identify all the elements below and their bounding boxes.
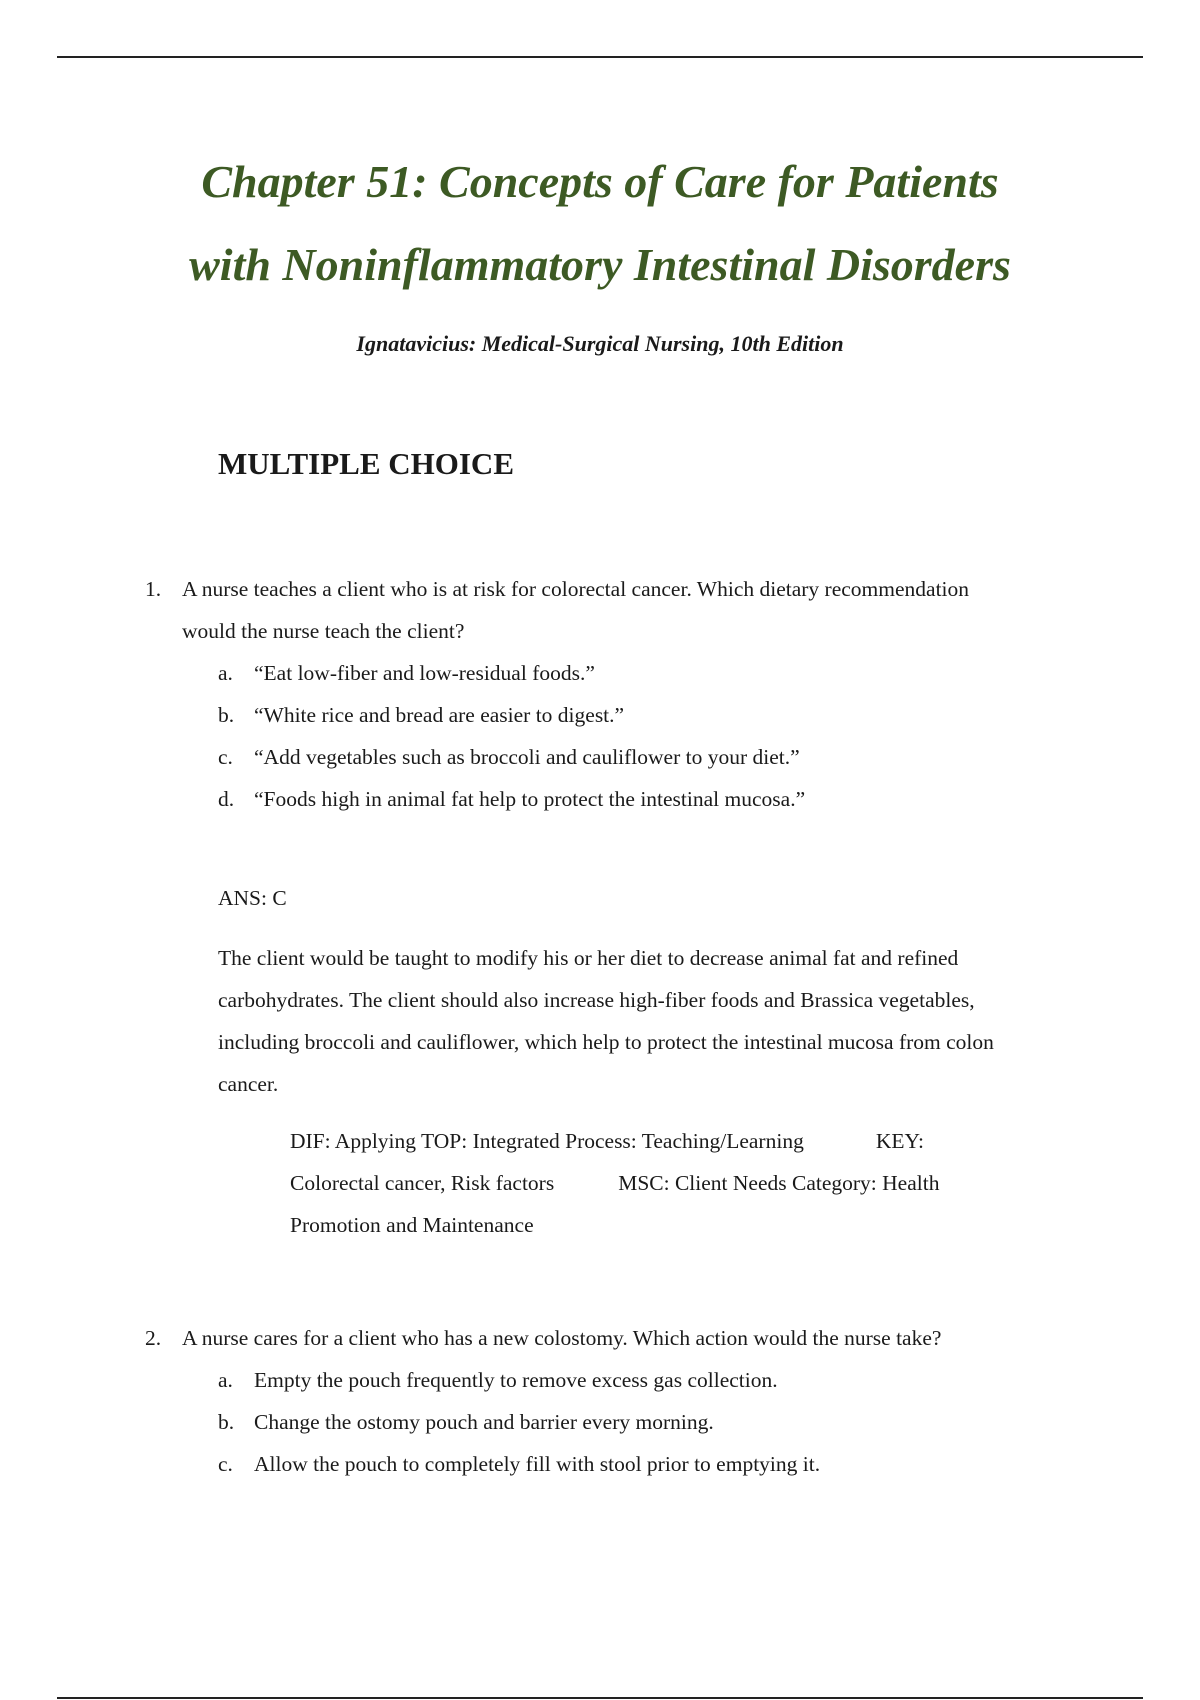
option-text: “Foods high in animal fat help to protect the intestinal mucosa.”	[254, 787, 806, 811]
question-number: 2.	[145, 1326, 162, 1350]
option-letter: c.	[218, 745, 233, 769]
metadata-key-values: Colorectal cancer, Risk factors	[290, 1171, 555, 1195]
question-stem: A nurse cares for a client who has a new colostomy. Which action would the nurse take?	[182, 1326, 942, 1350]
option-letter: a.	[218, 1368, 233, 1392]
option-text: Empty the pouch frequently to remove excess gas collection.	[254, 1368, 778, 1392]
option-c	[218, 736, 1045, 778]
option-text: “Eat low-fiber and low-residual foods.”	[254, 661, 595, 685]
metadata-difficulty-topic: DIF: Applying TOP: Integrated Process: Teaching/Learning	[290, 1129, 804, 1153]
answer-options	[218, 652, 1045, 820]
question-metadata	[290, 1120, 1035, 1246]
option-text: Allow the pouch to completely fill with stool prior to emptying it.	[254, 1452, 821, 1476]
option-a	[218, 1359, 1045, 1401]
option-text: “Add vegetables such as broccoli and cauliflower to your diet.”	[254, 745, 800, 769]
answer-rationale: The client would be taught to modify his or her diet to decrease animal fat and refined carbohydrates. The client should also increase high-fiber foods and Brassica vegetables, including broccoli and cauliflower, which help to protect the intestinal mucosa from colon cancer.	[218, 946, 994, 1096]
question-2	[145, 1317, 1045, 1485]
top-rule	[57, 56, 1143, 58]
option-a	[218, 652, 1045, 694]
chapter-title-line-1: Chapter 51: Concepts of Care for Patients	[201, 156, 999, 207]
book-subtitle: Ignatavicius: Medical-Surgical Nursing, 10th Edition	[356, 331, 844, 356]
option-text: Change the ostomy pouch and barrier every morning.	[254, 1410, 714, 1434]
chapter-title-line-2: with Noninflammatory Intestinal Disorders	[189, 239, 1011, 290]
option-d	[218, 778, 1045, 820]
answer-key: ANS: C	[218, 886, 287, 910]
section-heading: MULTIPLE CHOICE	[218, 446, 514, 481]
bottom-rule	[57, 1697, 1143, 1699]
option-letter: b.	[218, 703, 235, 727]
question-stem: A nurse teaches a client who is at risk for colorectal cancer. Which dietary recommendation would the nurse teach the client?	[182, 577, 970, 643]
option-letter: c.	[218, 1452, 233, 1476]
metadata-line-2	[290, 1162, 1035, 1204]
answer-options	[218, 1359, 1045, 1485]
option-text: “White rice and bread are easier to digest.”	[254, 703, 625, 727]
option-letter: a.	[218, 661, 233, 685]
chapter-title	[0, 140, 1200, 306]
option-c	[218, 1443, 1045, 1485]
question-1	[145, 568, 1045, 820]
metadata-msc: MSC: Client Needs Category: Health	[618, 1171, 940, 1195]
metadata-line-3: Promotion and Maintenance	[290, 1213, 534, 1237]
option-b	[218, 694, 1045, 736]
metadata-key-label: KEY:	[875, 1129, 925, 1153]
metadata-line-1	[290, 1120, 1035, 1162]
option-letter: d.	[218, 787, 235, 811]
option-b	[218, 1401, 1045, 1443]
question-number: 1.	[145, 577, 162, 601]
option-letter: b.	[218, 1410, 235, 1434]
